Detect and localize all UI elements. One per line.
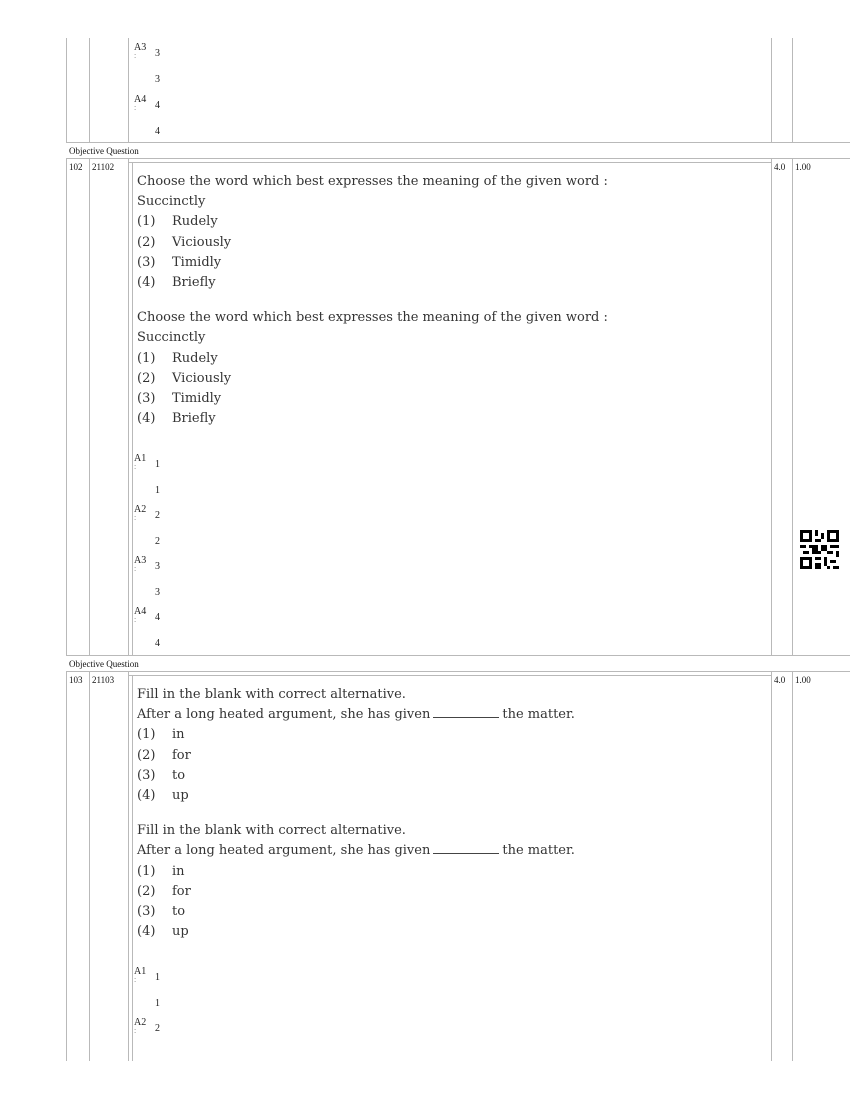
option-item: (4) Briefly	[137, 275, 216, 291]
question-prompt-repeat: Choose the word which best expresses the meaning of the given word :	[137, 310, 608, 326]
option-item: (2) Viciously	[137, 370, 232, 386]
answer-label: A3	[134, 555, 147, 566]
answer-value: 3	[155, 561, 160, 572]
answer-option-text: 3	[155, 587, 160, 598]
answer-value: 2	[155, 510, 160, 521]
answer-option-text: 4	[155, 126, 160, 137]
blank-line	[433, 707, 499, 718]
qr-code	[800, 530, 839, 569]
answer-label: A3	[134, 42, 147, 53]
option-item: (4) up	[137, 788, 189, 804]
answer-option-text: 1	[155, 485, 160, 496]
answer-label: A4	[134, 606, 147, 617]
answer-value: 3	[155, 48, 160, 59]
section-label: Objective Question	[69, 146, 139, 156]
option-item: (2) for	[137, 747, 191, 763]
answer-option-text: 1	[155, 998, 160, 1009]
option-item: (2) Viciously	[137, 234, 232, 250]
answer-label: A2	[134, 504, 147, 515]
answer-label: A2	[134, 1017, 147, 1028]
answer-value: 1	[155, 459, 160, 470]
question-sentence-repeat: After a long heated argument, she has given the matter.	[137, 843, 575, 859]
question-id: 21103	[92, 675, 115, 685]
option-item: (1) Rudely	[137, 350, 218, 366]
answer-option-text: 2	[155, 536, 160, 547]
question-marks: 4.0	[774, 675, 786, 685]
blank-line	[433, 843, 499, 854]
option-item: (3) to	[137, 767, 186, 783]
answer-label: A4	[134, 94, 147, 105]
option-item: (1) in	[137, 727, 185, 743]
question-prompt: Fill in the blank with correct alternative.	[137, 687, 406, 702]
option-item: (4) up	[137, 924, 189, 940]
question-serial: 103	[69, 675, 83, 685]
answer-value: 4	[155, 100, 160, 111]
question-sentence: After a long heated argument, she has given the matter.	[137, 707, 575, 723]
answer-value: 1	[155, 972, 160, 983]
answer-option-text: 4	[155, 638, 160, 649]
option-item: (3) Timidly	[137, 254, 222, 270]
question-body	[137, 685, 575, 942]
answer-label: A1	[134, 453, 147, 464]
answer-value: 2	[155, 1023, 160, 1034]
question-negative-marks: 1.00	[795, 675, 811, 685]
answer-value: 4	[155, 612, 160, 623]
option-item: (3) Timidly	[137, 391, 222, 407]
question-word-repeat: Succinctly	[137, 330, 206, 346]
option-item: (1) Rudely	[137, 214, 218, 230]
question-prompt-repeat: Fill in the blank with correct alternative.	[137, 823, 406, 839]
question-prompt: Choose the word which best expresses the meaning of the given word :	[137, 174, 608, 189]
question-marks: 4.0	[774, 162, 786, 172]
section-label: Objective Question	[69, 659, 139, 669]
question-id: 21102	[92, 162, 115, 172]
question-body	[137, 172, 608, 429]
answer-label: A1	[134, 966, 147, 977]
question-serial: 102	[69, 162, 83, 172]
question-negative-marks: 1.00	[795, 162, 811, 172]
option-item: (3) to	[137, 904, 186, 920]
option-item: (1) in	[137, 863, 185, 879]
answer-option-text: 3	[155, 74, 160, 85]
option-item: (4) Briefly	[137, 411, 216, 427]
option-item: (2) for	[137, 883, 191, 899]
question-word: Succinctly	[137, 194, 206, 210]
